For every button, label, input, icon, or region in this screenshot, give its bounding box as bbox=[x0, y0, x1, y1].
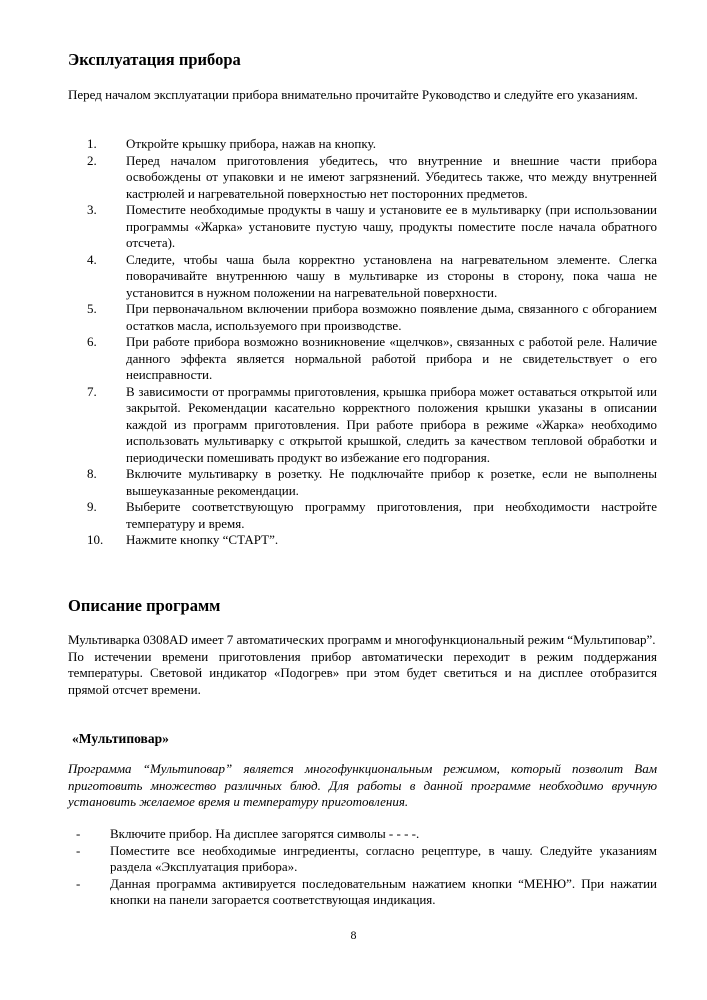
step-text: Нажмите кнопку “СТАРТ”. bbox=[126, 532, 279, 547]
section-heading-programs: Описание программ bbox=[68, 596, 221, 615]
step-text: Откройте крышку прибора, нажав на кнопку. bbox=[126, 136, 376, 151]
list-item bbox=[68, 301, 657, 334]
section-heading-operation: Эксплуатация прибора bbox=[68, 50, 241, 69]
list-item bbox=[68, 826, 657, 843]
list-item bbox=[68, 499, 657, 532]
bullet-dash: - bbox=[76, 826, 81, 841]
list-item bbox=[68, 202, 657, 252]
list-item bbox=[68, 153, 657, 203]
list-item bbox=[68, 334, 657, 384]
multipovar-description: Программа “Мультиповар” является многофункциональным режимом, который позволит Вам приготовить множество различных блюд. Для работы в данной программе необходимо вручную установить желаемое время и температуру приготовления. bbox=[68, 761, 657, 809]
step-text: Перед началом приготовления убедитесь, что внутренние и внешние части прибора освобождены от упаковки и не имеют загрязнений. Убедитесь также, что между внутренней кастрюлей и нагревательной поверхностью нет посторонних предметов. bbox=[126, 152, 657, 201]
steps-list bbox=[68, 136, 657, 549]
subsection-heading-multipovar: «Мультиповар» bbox=[72, 731, 169, 746]
list-item bbox=[68, 384, 657, 467]
intro-paragraph: Перед началом эксплуатации прибора внимательно прочитайте Руководство и следуйте его указаниям. bbox=[68, 87, 638, 102]
list-item bbox=[68, 876, 657, 909]
bullet-text: Включите прибор. На дисплее загорятся символы - - - -. bbox=[110, 826, 420, 841]
step-number: 3. bbox=[87, 202, 97, 217]
step-text: При работе прибора возможно возникновение «щелчков», связанных с работой реле. Наличие данного эффекта является нормальной работой прибора и не свидетельствует о его неисправности. bbox=[126, 334, 657, 382]
list-item bbox=[68, 532, 657, 549]
step-text: При первоначальном включении прибора возможно появление дыма, связанного с обгоранием остатков масла, используемого при производстве. bbox=[126, 301, 657, 333]
step-number: 5. bbox=[87, 301, 97, 316]
step-text: Следите, чтобы чаша была корректно установлена на нагревательном элементе. Слегка поворачивайте внутреннюю чашу в мультиварке из стороны в сторону, пока чаша не установится в нужном положении на нагревательной поверхности. bbox=[126, 251, 657, 300]
step-number: 6. bbox=[87, 334, 97, 349]
step-text: Поместите необходимые продукты в чашу и установите ее в мультиварку (при использовании программы «Жарка» установите пустую чашу, продукты поместите после начала обратного отсчета). bbox=[126, 202, 657, 250]
list-item bbox=[68, 843, 657, 876]
bullet-text: Данная программа активируется последовательным нажатием кнопки “МЕНЮ”. При нажатии кнопки на панели загорается соответствующая индикация. bbox=[110, 875, 657, 907]
bullet-dash: - bbox=[76, 842, 81, 858]
step-number: 10. bbox=[87, 532, 104, 547]
step-number: 2. bbox=[87, 152, 97, 168]
step-text: Включите мультиварку в розетку. Не подключайте прибор к розетке, если не выполнены вышеуказанные рекомендации. bbox=[126, 466, 657, 498]
step-number: 1. bbox=[87, 136, 97, 151]
step-text: Выберите соответствующую программу приготовления, при необходимости настройте температуру и время. bbox=[126, 499, 657, 531]
list-item bbox=[68, 466, 657, 499]
step-number: 4. bbox=[87, 251, 97, 267]
bullet-text: Поместите все необходимые ингредиенты, согласно рецептуре, в чашу. Следуйте указаниям раздела «Эксплуатация прибора». bbox=[110, 842, 657, 874]
programs-description bbox=[68, 632, 657, 698]
step-text: В зависимости от программы приготовления, крышка прибора может оставаться открытой или закрытой. Рекомендации касательно корректного положения крышки указаны в описании каждой из программ приготовления. При работе прибора в режиме «Жарка» необходимо использовать мультиварку с открытой крышкой, следить за качеством тепловой обработки и периодически помешивать продукт во избежание его подгорания. bbox=[126, 383, 657, 465]
bullet-dash: - bbox=[76, 875, 81, 891]
bullet-list bbox=[68, 826, 657, 909]
step-number: 9. bbox=[87, 499, 97, 514]
step-number: 8. bbox=[87, 466, 97, 481]
step-number: 7. bbox=[87, 383, 97, 399]
list-item bbox=[68, 252, 657, 302]
list-item bbox=[68, 136, 657, 153]
page-number: 8 bbox=[350, 928, 357, 942]
programs-paragraph-1: Мультиварка 0308AD имеет 7 автоматических программ и многофункциональный режим “Мультиповар”. bbox=[68, 632, 656, 647]
programs-paragraph-2: По истечении времени приготовления прибор автоматически переходит в режим поддержания температуры. Световой индикатор «Подогрев» при этом будет светиться и на дисплее отобразится прямой отсчет времени. bbox=[68, 648, 657, 697]
